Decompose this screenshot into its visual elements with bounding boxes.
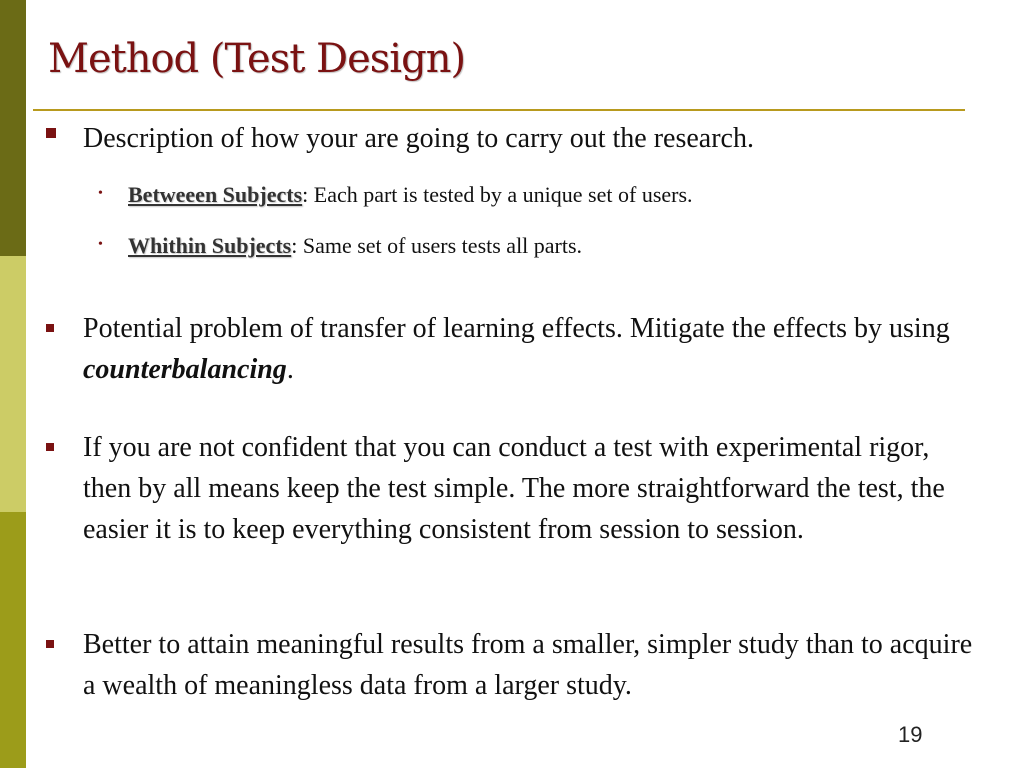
bullet-text: Better to attain meaningful results from a smaller, simpler study than to acquire a wealth of meaningless data from a larger study. — [83, 629, 973, 701]
square-bullet-icon — [46, 128, 56, 138]
square-bullet-icon — [46, 640, 54, 648]
bullet-text: If you are not confident that you can conduct a test with experimental rigor, then by all means keep the test simple. The more straightforward the test, the easier it is to keep everything consistent from session to session. — [83, 432, 945, 545]
emphasis-text: counterbalancing — [83, 354, 287, 385]
term-within-subjects: Whithin Subjects — [128, 233, 292, 258]
bullet-text: Potential problem of transfer of learning effects. Mitigate the effects by using — [83, 313, 950, 344]
square-bullet-icon — [46, 324, 54, 332]
slide-title: Method (Test Design) — [48, 36, 466, 82]
dot-bullet-icon: • — [98, 237, 103, 252]
bullet-text: Description of how your are going to carry out the research. — [83, 123, 754, 154]
term-between-subjects: Betweeen Subjects — [128, 182, 303, 207]
dot-bullet-icon: • — [98, 186, 103, 201]
term-definition: : Each part is tested by a unique set of users. — [302, 182, 693, 207]
term-definition: : Same set of users tests all parts. — [291, 233, 583, 258]
bullet-text-end: . — [286, 354, 294, 385]
square-bullet-icon — [46, 443, 54, 451]
page-number: 19 — [898, 722, 923, 747]
